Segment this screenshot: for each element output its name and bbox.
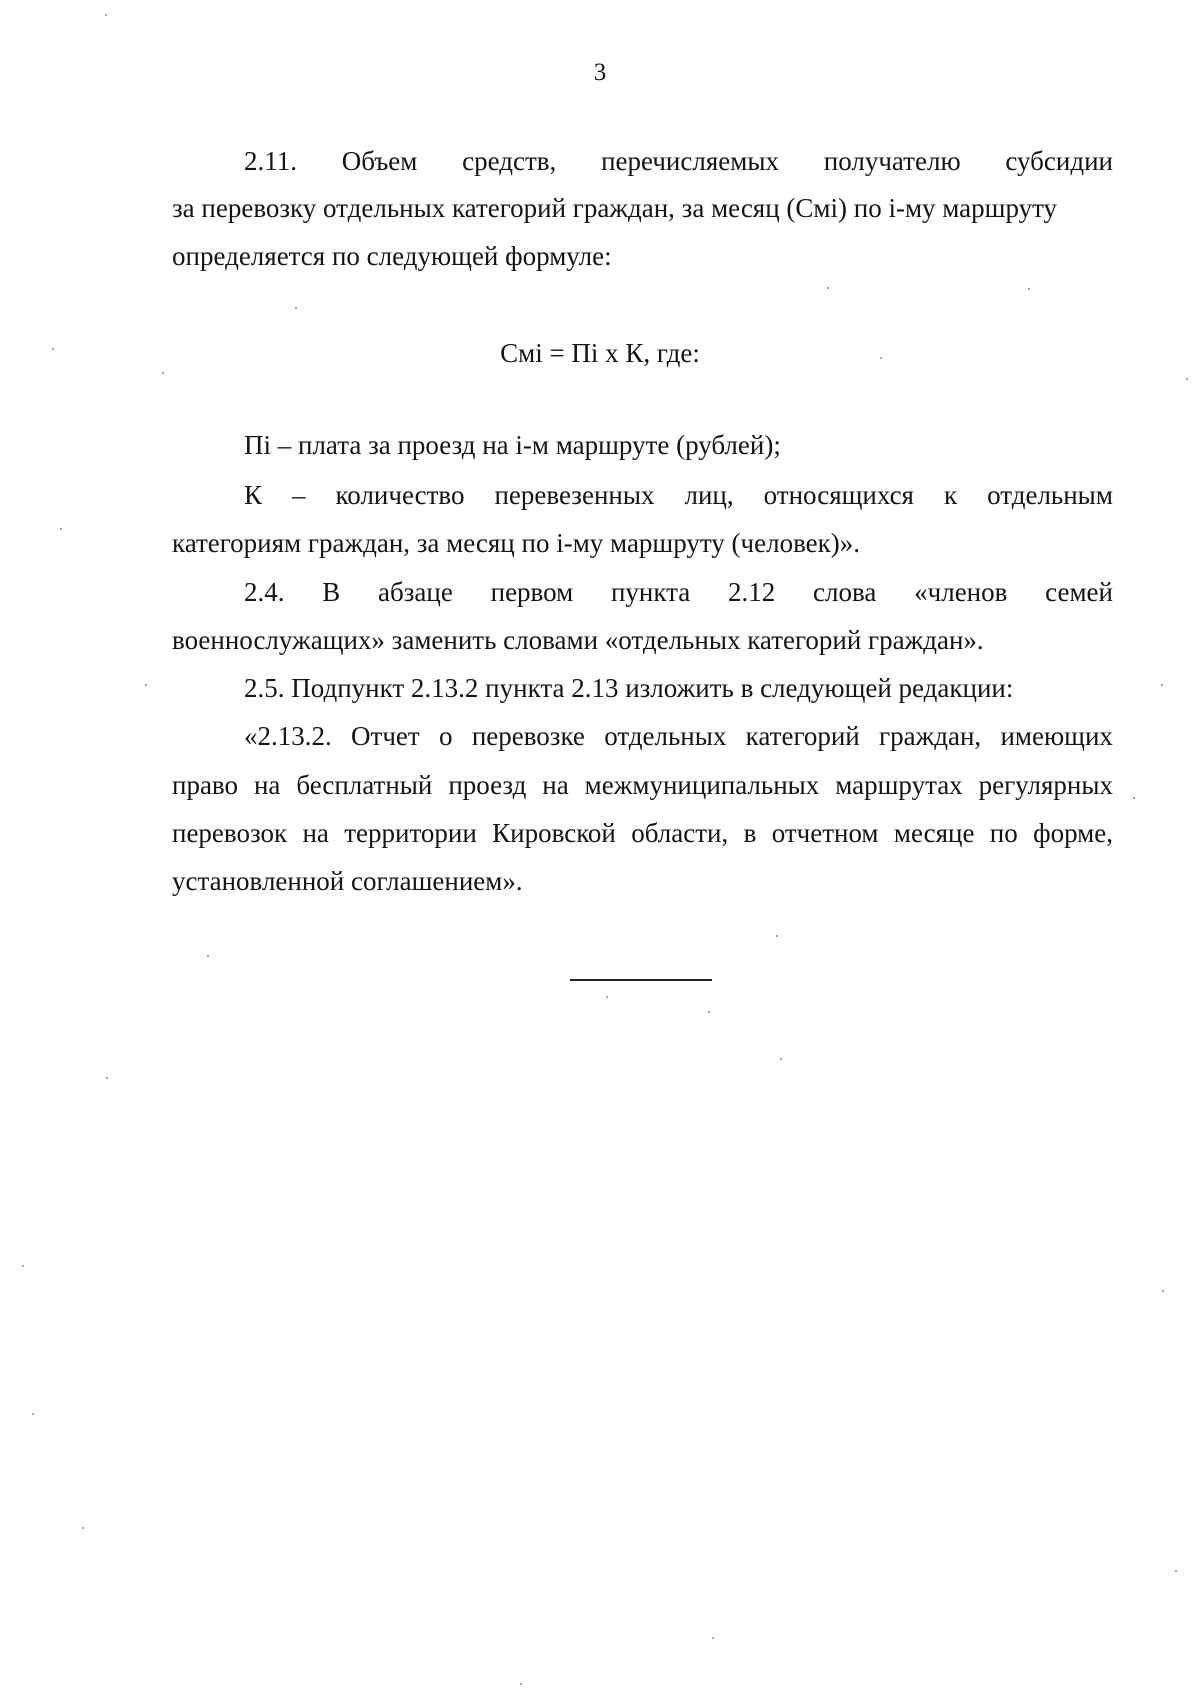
scan-speck bbox=[105, 14, 107, 16]
word: территории bbox=[344, 818, 477, 848]
word: Объем bbox=[341, 146, 418, 176]
word: семей bbox=[1045, 577, 1113, 607]
word: отдельным bbox=[987, 480, 1113, 510]
word: пункта bbox=[610, 577, 691, 607]
scan-speck bbox=[1175, 1570, 1177, 1572]
word: слова bbox=[813, 577, 877, 607]
scan-speck bbox=[82, 1527, 84, 1529]
scan-speck bbox=[207, 955, 209, 957]
word: лиц, bbox=[684, 480, 734, 510]
scan-speck bbox=[712, 1637, 714, 1639]
word: количество bbox=[335, 480, 465, 510]
word: 2.12 bbox=[728, 577, 776, 607]
definition-p: Пi – плата за проезд на i-м маршруте (рублей); bbox=[244, 430, 781, 460]
word: первом bbox=[490, 577, 574, 607]
scan-speck bbox=[1133, 797, 1135, 799]
word: отчетном bbox=[771, 818, 879, 848]
paragraph-2-13-2-line-3 bbox=[172, 815, 1113, 851]
scan-speck bbox=[1162, 1290, 1164, 1292]
word: перевозке bbox=[471, 721, 585, 751]
scan-speck bbox=[1186, 378, 1188, 380]
word: на bbox=[302, 818, 329, 848]
word: на bbox=[253, 770, 281, 800]
word: абзаце bbox=[378, 577, 453, 607]
scan-speck bbox=[880, 357, 882, 359]
word: о bbox=[439, 721, 453, 751]
word: перечисляемых bbox=[601, 146, 779, 176]
scan-speck bbox=[827, 287, 829, 289]
word: межмуниципальных bbox=[584, 770, 820, 800]
word: право bbox=[172, 770, 238, 800]
scan-speck bbox=[32, 1413, 34, 1415]
word: граждан, bbox=[879, 721, 982, 751]
word: субсидии bbox=[1005, 146, 1113, 176]
scan-speck bbox=[52, 348, 54, 350]
word: относящихся bbox=[763, 480, 914, 510]
word: В bbox=[322, 577, 341, 607]
word: на bbox=[542, 770, 569, 800]
word: в bbox=[743, 818, 757, 848]
word: проезд bbox=[448, 770, 527, 800]
scan-speck bbox=[162, 372, 164, 374]
scan-speck bbox=[1161, 684, 1163, 686]
scan-speck bbox=[60, 528, 62, 530]
word: 2.4. bbox=[244, 577, 285, 607]
word: «2.13.2. bbox=[244, 721, 332, 751]
paragraph-2-13-2-line-1 bbox=[244, 718, 1113, 754]
word: отдельных bbox=[604, 721, 727, 751]
paragraph-2-11-line-1 bbox=[244, 143, 1113, 179]
paragraph-2-13-2-line-4: установленной соглашением». bbox=[172, 866, 523, 896]
word: средств, bbox=[462, 146, 557, 176]
formula: Смi = Пi х К, где: bbox=[500, 338, 700, 368]
scan-speck bbox=[708, 1011, 710, 1013]
scan-speck bbox=[606, 996, 608, 998]
paragraph-2-11-line-2: за перевозку отдельных категорий граждан, за месяц (Смi) по i-му маршруту bbox=[172, 193, 1058, 223]
word: области, bbox=[631, 818, 729, 848]
word: регулярных bbox=[978, 770, 1113, 800]
word: категорий bbox=[745, 721, 860, 751]
scan-speck bbox=[1028, 288, 1030, 290]
word: перевезенных bbox=[494, 480, 655, 510]
word: месяце bbox=[893, 818, 975, 848]
word: – bbox=[292, 480, 306, 510]
word: бесплатный bbox=[296, 770, 433, 800]
word: Кировской bbox=[492, 818, 616, 848]
scan-speck bbox=[295, 307, 297, 309]
paragraph-2-11-line-3: определяется по следующей формуле: bbox=[172, 241, 612, 271]
definition-k-line-1 bbox=[244, 477, 1113, 513]
scan-speck bbox=[776, 935, 778, 937]
word: получателю bbox=[823, 146, 961, 176]
scan-speck bbox=[520, 1683, 522, 1685]
word: форме, bbox=[1033, 818, 1113, 848]
paragraph-2-4-line-2: военнослужащих» заменить словами «отдельных категорий граждан». bbox=[172, 625, 984, 655]
definition-k-line-2: категориям граждан, за месяц по i-му маршруту (человек)». bbox=[172, 528, 861, 558]
paragraph-2-13-2-line-2 bbox=[172, 767, 1113, 803]
word: 2.11. bbox=[244, 146, 297, 176]
page-number: 3 bbox=[593, 59, 607, 86]
word: «членов bbox=[914, 577, 1008, 607]
scan-speck bbox=[106, 1077, 108, 1079]
word: имеющих bbox=[1000, 721, 1113, 751]
word: по bbox=[989, 818, 1018, 848]
paragraph-2-5: 2.5. Подпункт 2.13.2 пункта 2.13 изложить в следующей редакции: bbox=[244, 673, 1014, 703]
end-of-text-rule bbox=[570, 979, 712, 981]
word: перевозок bbox=[172, 818, 288, 848]
word: к bbox=[944, 480, 958, 510]
scan-speck bbox=[145, 684, 147, 686]
paragraph-2-4-line-1 bbox=[244, 574, 1113, 610]
word: Отчет bbox=[351, 721, 420, 751]
scan-speck bbox=[22, 1265, 24, 1267]
word: К bbox=[244, 480, 263, 510]
scan-speck bbox=[780, 1058, 782, 1060]
word: маршрутах bbox=[835, 770, 963, 800]
